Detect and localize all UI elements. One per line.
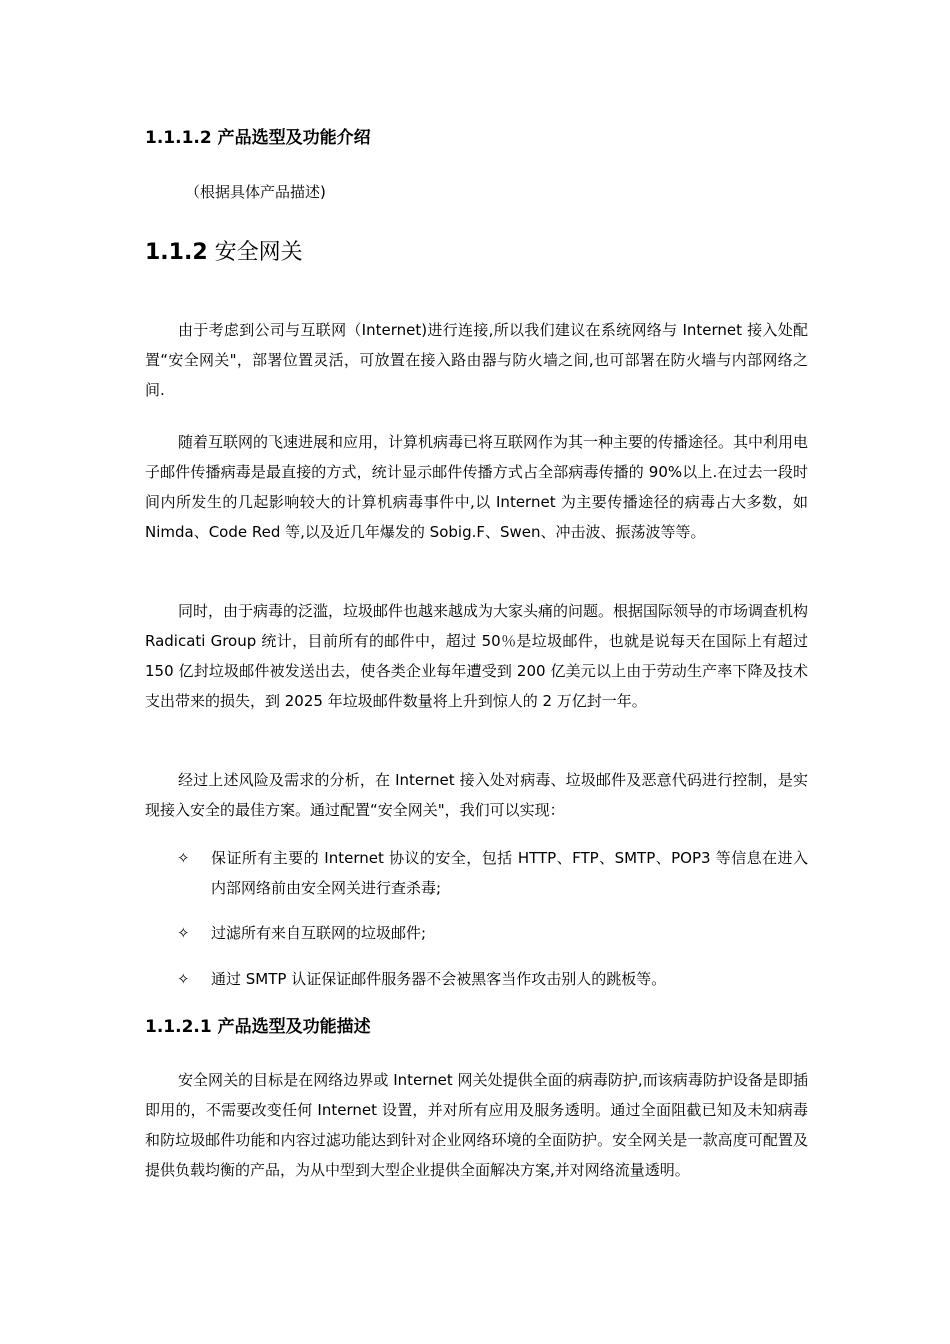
bullet-item <box>177 918 808 948</box>
paragraph-spam-stats: 同时，由于病毒的泛滥，垃圾邮件也越来越成为大家头痛的问题。根据国际领导的市场调查机构 Radicati Group 统计，目前所有的邮件中，超过 50％是垃圾邮件，也就是说每天在国际上有超过 150 亿封垃圾邮件被发送出去，使各类企业每年遭受到 200 亿美元以上由于劳动生产率下降及技术支出带来的损失，到 2025 年垃圾邮件数量将上升到惊人的 2 万亿封一年。 <box>145 602 809 710</box>
diamond-bullet-icon: ✧ <box>177 924 190 942</box>
diamond-bullet-icon: ✧ <box>177 970 190 988</box>
paragraph-solution: 经过上述风险及需求的分析，在 Internet 接入处对病毒、垃圾邮件及恶意代码进行控制，是实现接入安全的最佳方案。通过配置“安全网关"，我们可以实现： <box>145 771 808 819</box>
heading-title: 安全网关 <box>214 240 303 265</box>
bullet-text: 保证所有主要的 Internet 协议的安全，包括 HTTP、FTP、SMTP、POP3 等信息在进入内部网络前由安全网关进行查杀毒; <box>211 849 808 897</box>
bullet-item <box>177 843 808 903</box>
paragraph-gateway-intro: 由于考虑到公司与互联网（Internet)进行连接,所以我们建议在系统网络与 Internet 接入处配置“安全网关"，部署位置灵活，可放置在接入路由器与防火墙之间,也可部署在防火墙与内部网络之间. <box>145 321 808 399</box>
diamond-bullet-icon: ✧ <box>177 849 190 867</box>
bullet-text: 过滤所有来自互联网的垃圾邮件; <box>211 924 427 942</box>
heading-number: 1.1.2 <box>145 240 208 265</box>
heading-1-1-2 <box>145 238 303 268</box>
paragraph-virus-spread: 随着互联网的飞速进展和应用，计算机病毒已将互联网作为其一种主要的传播途径。其中利用电子邮件传播病毒是最直接的方式，统计显示邮件传播方式占全部病毒传播的 90%以上.在过去一段时间内所发生的几起影响较大的计算机病毒事件中,以 Internet 为主要传播途径的病毒占大多数，如 Nimda、Code Red 等,以及近几年爆发的 Sobig.F、Swen、冲击波、振荡波等等。 <box>145 433 809 541</box>
product-note: （根据具体产品描述) <box>185 183 326 201</box>
paragraph-gateway-description: 安全网关的目标是在网络边界或 Internet 网关处提供全面的病毒防护,而该病毒防护设备是即插即用的，不需要改变任何 Internet 设置，并对所有应用及服务透明。通过全面阻截已知及未知病毒和防垃圾邮件功能和内容过滤功能达到针对企业网络环境的全面防护。安全网关是一款高度可配置及提供负载均衡的产品，为从中型到大型企业提供全面解决方案,并对网络流量透明。 <box>145 1071 808 1179</box>
heading-1-1-1-2: 1.1.1.2 产品选型及功能介绍 <box>145 128 371 148</box>
heading-1-1-2-1: 1.1.2.1 产品选型及功能描述 <box>145 1017 371 1037</box>
bullet-item <box>177 964 808 994</box>
bullet-text: 通过 SMTP 认证保证邮件服务器不会被黑客当作攻击别人的跳板等。 <box>211 970 667 988</box>
